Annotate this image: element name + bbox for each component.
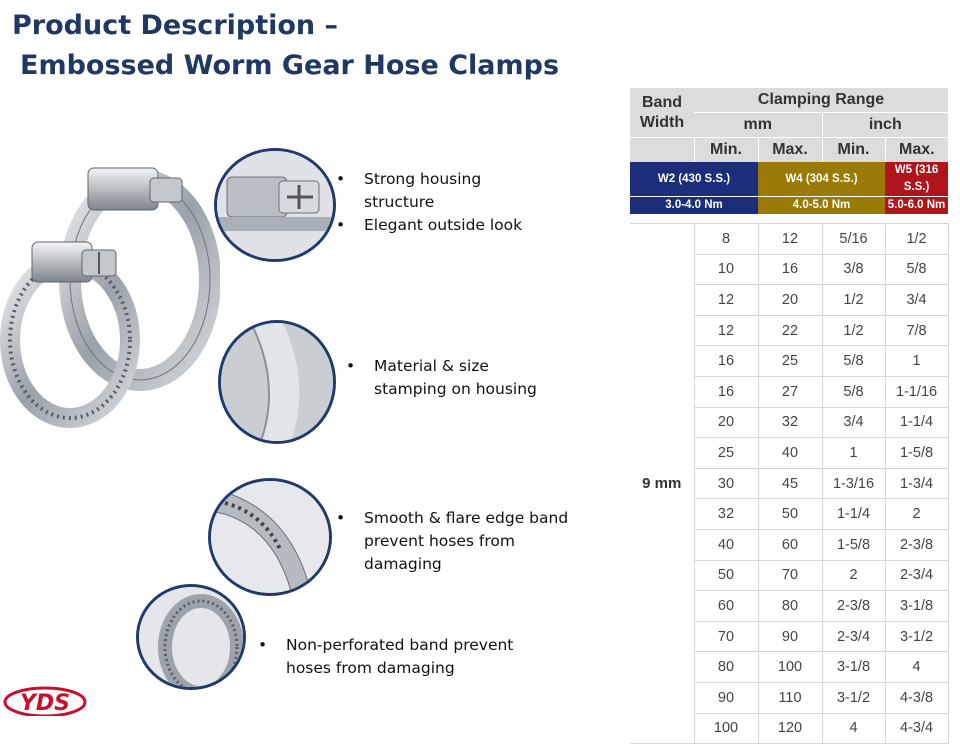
feature-item: • Elegant outside look <box>334 214 534 237</box>
mm-min-cell: 16 <box>694 346 758 377</box>
feature-list-non-perforated <box>256 634 546 680</box>
inch-max-cell: 3-1/8 <box>885 591 948 622</box>
inch-min-cell: 3-1/2 <box>822 682 885 713</box>
feature-list-housing <box>334 168 534 237</box>
table-body <box>630 224 948 744</box>
mm-max-cell: 120 <box>758 713 822 744</box>
mm-min-cell: 20 <box>694 407 758 438</box>
band-width-header-spacer <box>630 138 694 163</box>
specification-table <box>630 88 949 744</box>
inch-max-cell: 1-3/4 <box>885 468 948 499</box>
stamping-detail-image <box>218 320 336 444</box>
mm-min-cell: 60 <box>694 591 758 622</box>
yds-logo <box>2 682 88 716</box>
mm-min-cell: 50 <box>694 560 758 591</box>
grade-w2-label: W2 (430 S.S.) <box>630 162 758 197</box>
inch-max-cell: 1 <box>885 346 948 377</box>
title-line-2: Embossed Worm Gear Hose Clamps <box>20 50 560 81</box>
grade-w5-torque: 5.0-6.0 Nm <box>885 197 948 215</box>
inch-min-cell: 5/16 <box>822 224 885 255</box>
mm-min-cell: 70 <box>694 621 758 652</box>
mm-min-cell: 8 <box>694 224 758 255</box>
mm-max-header: Max. <box>758 138 822 163</box>
feature-list-stamping <box>344 355 544 401</box>
inch-max-cell: 1-1/16 <box>885 376 948 407</box>
mm-max-cell: 20 <box>758 285 822 316</box>
inch-max-cell: 4 <box>885 652 948 683</box>
mm-min-cell: 16 <box>694 376 758 407</box>
inch-min-cell: 2 <box>822 560 885 591</box>
mm-max-cell: 80 <box>758 591 822 622</box>
grade-row <box>630 162 948 197</box>
mm-max-cell: 100 <box>758 652 822 683</box>
inch-max-cell: 7/8 <box>885 315 948 346</box>
inch-min-cell: 3/8 <box>822 254 885 285</box>
inch-header: inch <box>822 113 948 138</box>
grade-w4-label: W4 (304 S.S.) <box>758 162 885 197</box>
band-edge-detail-image <box>208 478 332 596</box>
mm-max-cell: 27 <box>758 376 822 407</box>
inch-min-cell: 1 <box>822 438 885 469</box>
torque-row <box>630 197 948 215</box>
table-gap <box>630 214 948 224</box>
mm-max-cell: 45 <box>758 468 822 499</box>
inch-max-cell: 1-1/4 <box>885 407 948 438</box>
feature-item: • Smooth & flare edge band prevent hoses from damaging <box>334 507 584 576</box>
inch-max-cell: 2-3/4 <box>885 560 948 591</box>
feature-list-band-edge <box>334 507 584 576</box>
mm-max-cell: 110 <box>758 682 822 713</box>
mm-min-cell: 25 <box>694 438 758 469</box>
inch-min-cell: 3/4 <box>822 407 885 438</box>
page-title <box>12 6 559 86</box>
grade-w5-label: W5 (316 S.S.) <box>885 162 948 197</box>
inch-min-cell: 5/8 <box>822 346 885 377</box>
inch-max-cell: 4-3/8 <box>885 682 948 713</box>
inch-max-header: Max. <box>885 138 948 163</box>
inch-min-cell: 1-5/8 <box>822 529 885 560</box>
feature-item: • Strong housing structure <box>334 168 534 214</box>
inch-max-cell: 4-3/4 <box>885 713 948 744</box>
table-row <box>630 224 948 255</box>
inch-min-cell: 1-3/16 <box>822 468 885 499</box>
mm-min-cell: 32 <box>694 499 758 530</box>
grade-w2-torque: 3.0-4.0 Nm <box>630 197 758 215</box>
title-line-1: Product Description – <box>12 10 339 41</box>
inch-min-cell: 5/8 <box>822 376 885 407</box>
inch-max-cell: 5/8 <box>885 254 948 285</box>
mm-max-cell: 60 <box>758 529 822 560</box>
logo-text: YDS <box>19 691 71 716</box>
hose-clamps-image <box>0 150 220 450</box>
inch-max-cell: 1-5/8 <box>885 438 948 469</box>
inch-min-cell: 1/2 <box>822 285 885 316</box>
mm-max-cell: 50 <box>758 499 822 530</box>
mm-max-cell: 40 <box>758 438 822 469</box>
mm-header: mm <box>694 113 822 138</box>
feature-item: • Non-perforated band prevent hoses from damaging <box>256 634 546 680</box>
mm-min-cell: 30 <box>694 468 758 499</box>
non-perforated-band-detail-image <box>136 584 246 690</box>
mm-min-cell: 90 <box>694 682 758 713</box>
inch-min-cell: 4 <box>822 713 885 744</box>
band-width-header: Band Width <box>630 88 694 138</box>
mm-max-cell: 90 <box>758 621 822 652</box>
inch-min-cell: 3-1/8 <box>822 652 885 683</box>
inch-min-header: Min. <box>822 138 885 163</box>
mm-max-cell: 16 <box>758 254 822 285</box>
grade-w4-torque: 4.0-5.0 Nm <box>758 197 885 215</box>
mm-min-cell: 100 <box>694 713 758 744</box>
clamping-range-header: Clamping Range <box>694 88 948 113</box>
inch-min-cell: 1/2 <box>822 315 885 346</box>
mm-min-cell: 40 <box>694 529 758 560</box>
mm-min-cell: 10 <box>694 254 758 285</box>
inch-min-cell: 2-3/8 <box>822 591 885 622</box>
mm-min-cell: 12 <box>694 315 758 346</box>
mm-min-header: Min. <box>694 138 758 163</box>
inch-max-cell: 3-1/2 <box>885 621 948 652</box>
band-width-value: 9 mm <box>630 224 694 744</box>
mm-max-cell: 32 <box>758 407 822 438</box>
mm-min-cell: 80 <box>694 652 758 683</box>
mm-max-cell: 22 <box>758 315 822 346</box>
mm-max-cell: 70 <box>758 560 822 591</box>
mm-min-cell: 12 <box>694 285 758 316</box>
mm-max-cell: 25 <box>758 346 822 377</box>
housing-detail-image <box>214 148 336 262</box>
inch-max-cell: 2-3/8 <box>885 529 948 560</box>
inch-min-cell: 2-3/4 <box>822 621 885 652</box>
inch-min-cell: 1-1/4 <box>822 499 885 530</box>
inch-max-cell: 2 <box>885 499 948 530</box>
feature-item: • Material & size stamping on housing <box>344 355 544 401</box>
inch-max-cell: 3/4 <box>885 285 948 316</box>
inch-max-cell: 1/2 <box>885 224 948 255</box>
mm-max-cell: 12 <box>758 224 822 255</box>
